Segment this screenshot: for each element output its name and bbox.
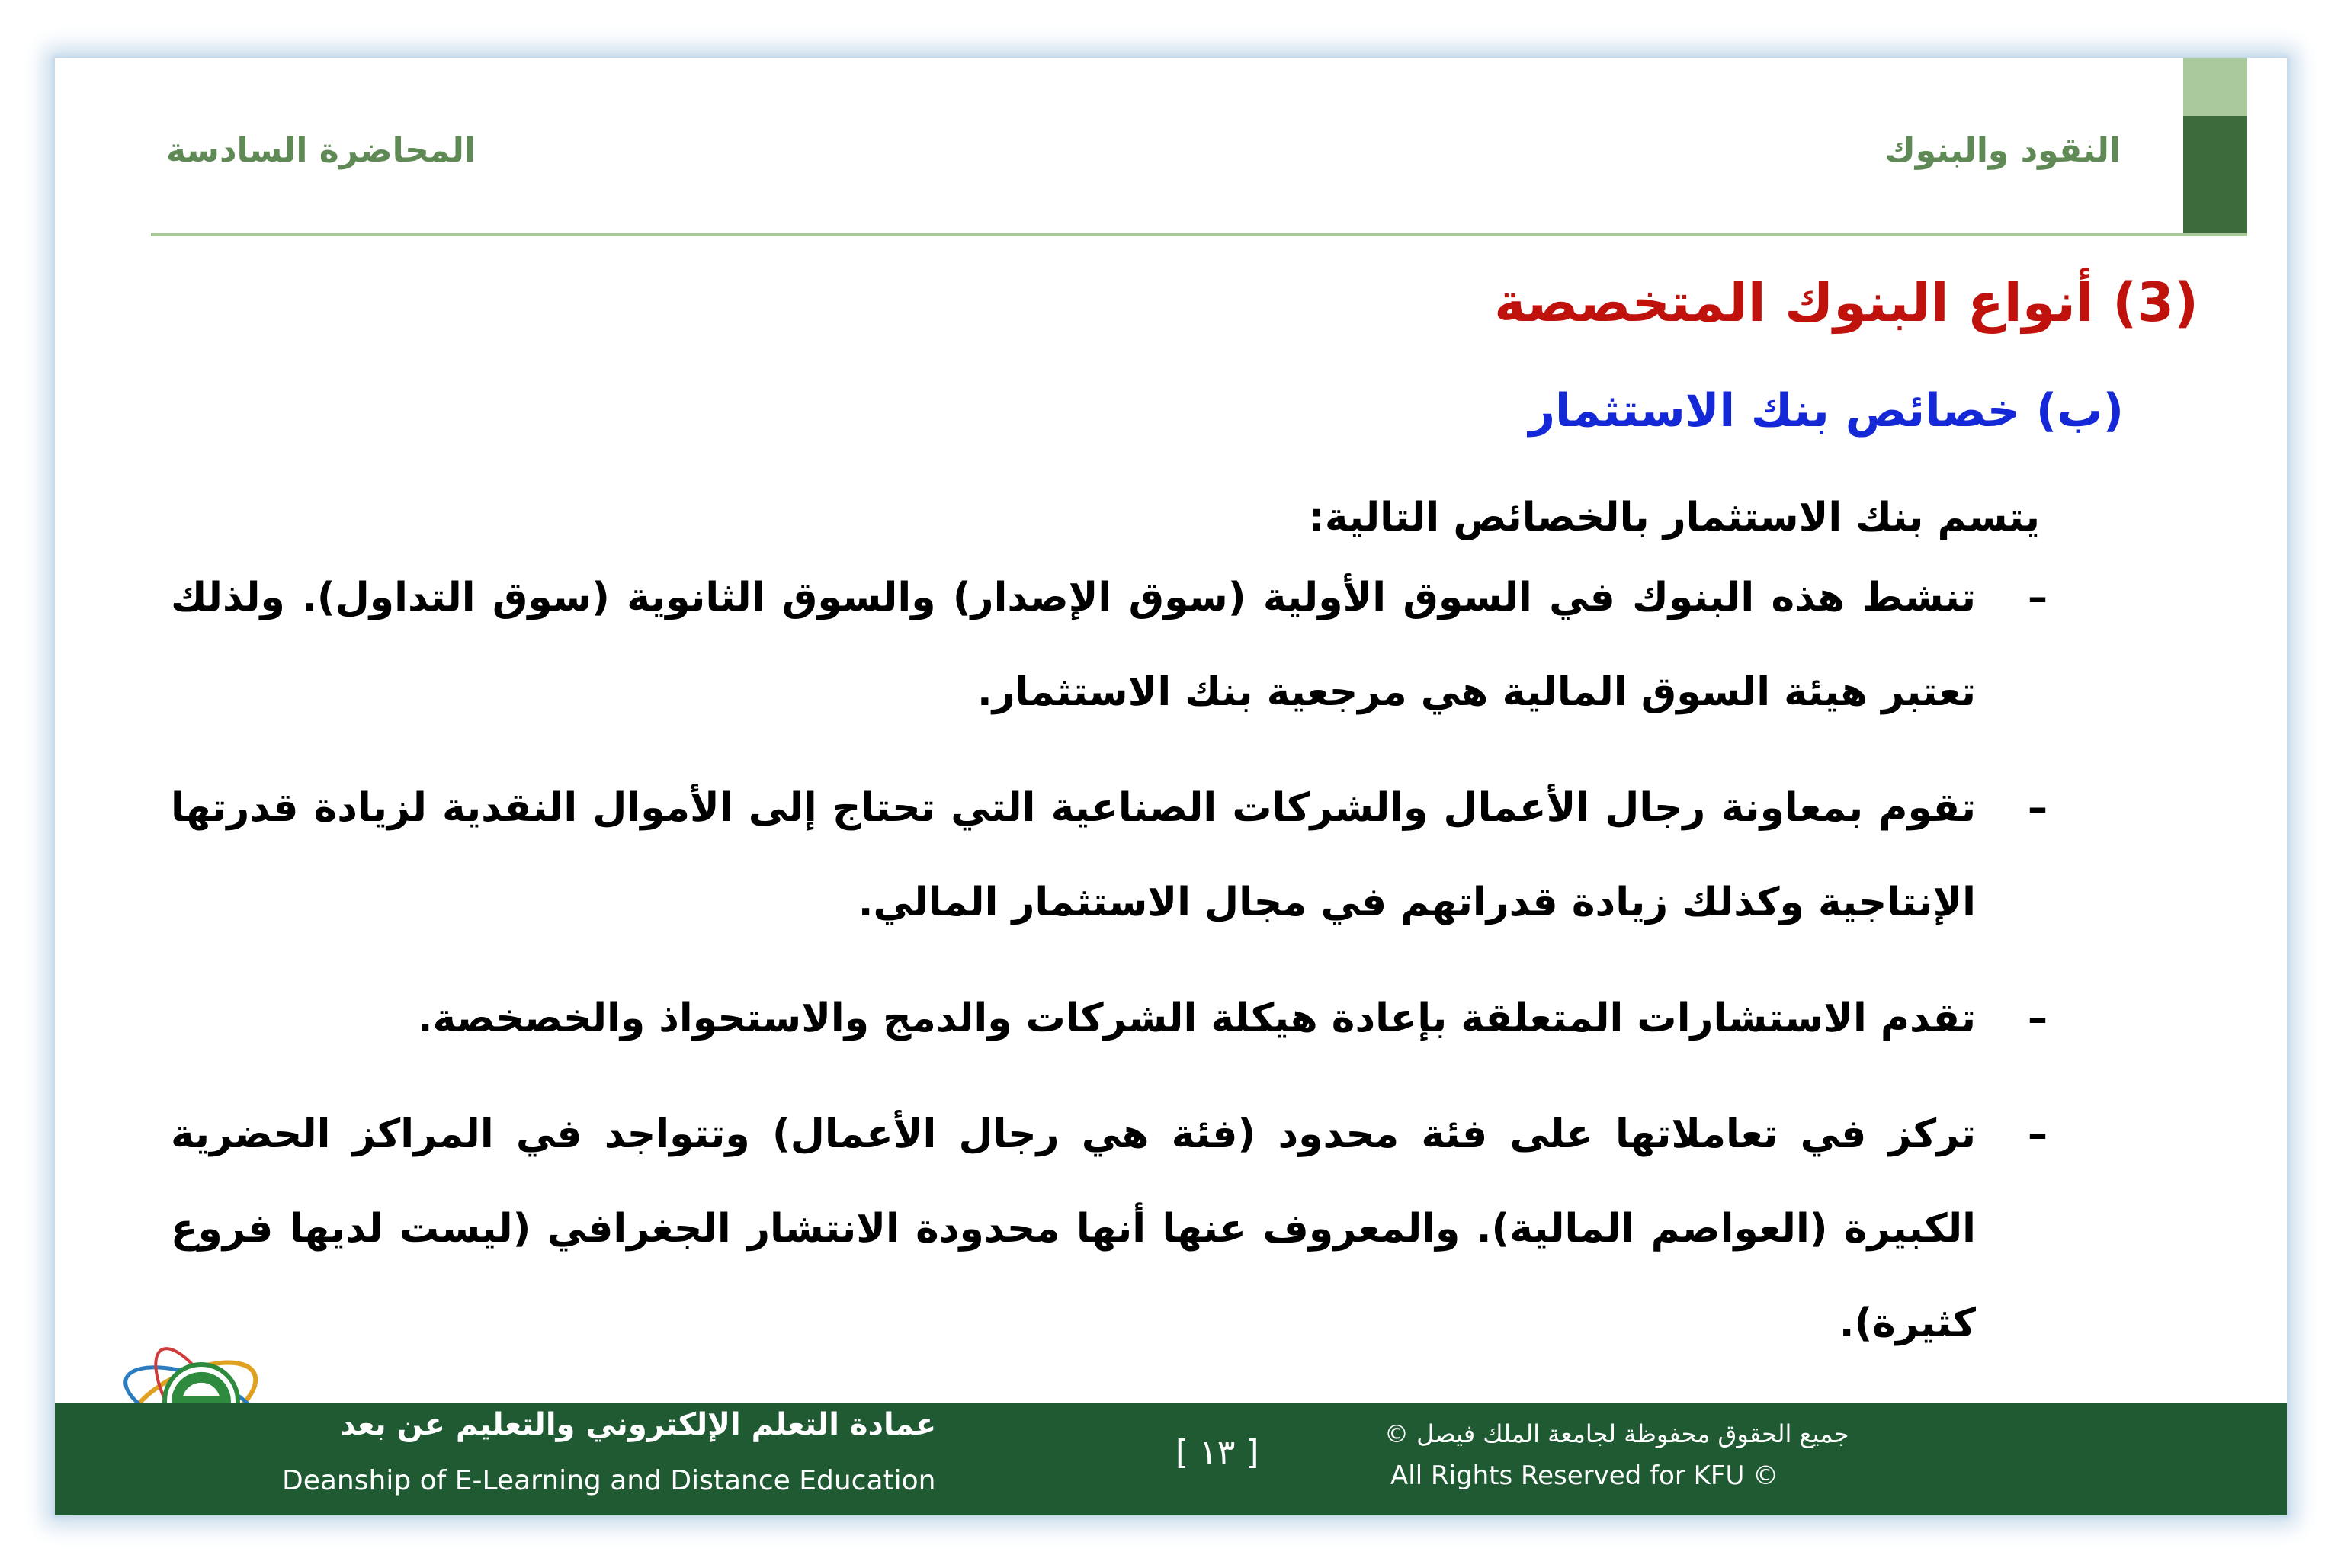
slide-body (171, 485, 2048, 1371)
header-divider (151, 233, 2247, 236)
dash-bullet: – (2028, 1111, 2048, 1157)
bullet-item (171, 1087, 2048, 1371)
deanship-english: Deanship of E-Learning and Distance Education (282, 1465, 936, 1496)
dash-bullet: – (2028, 785, 2048, 831)
bullet-item (171, 761, 2048, 950)
bullet-text: تنشط هذه البنوك في السوق الأولية (سوق الإصدار) والسوق الثانوية (سوق التداول). ولذلك تعتبر هيئة السوق المالية هي مرجعية بنك الاستثمار. (171, 575, 1976, 715)
lecture-title: المحاضرة السادسة (166, 131, 476, 170)
slide-title: (3) أنواع البنوك المتخصصة (1494, 271, 2198, 334)
bullet-text: تقدم الاستشارات المتعلقة بإعادة هيكلة الشركات والدمج والاستحواذ والخصخصة. (417, 996, 1976, 1041)
copyright-english: All Rights Reserved for KFU © (1390, 1461, 1779, 1491)
corner-accent-dark (2183, 116, 2247, 233)
corner-accent-light (2183, 58, 2247, 116)
page-number: [ ١٣ ] (1175, 1433, 1259, 1472)
bullet-text: تركز في تعاملاتها على فئة محدود (فئة هي رجال الأعمال) وتتواجد في المراكز الحضرية الكبيرة (العواصم المالية). والمعروف عنها أنها محدودة الانتشار الجغرافي (ليست لديها فروع كثيرة). (171, 1111, 1976, 1346)
bullet-item (171, 971, 2048, 1066)
deanship-arabic: عمادة التعلم الإلكتروني والتعليم عن بعد (340, 1407, 937, 1442)
slide (55, 58, 2287, 1515)
copyright-arabic: جميع الحقوق محفوظة لجامعة الملك فيصل © (1384, 1419, 1849, 1448)
dash-bullet: – (2028, 996, 2048, 1041)
slide-subtitle: (ب) خصائص بنك الاستثمار (1528, 384, 2124, 438)
course-title: النقود والبنوك (1884, 131, 2121, 170)
bullet-text: تقوم بمعاونة رجال الأعمال والشركات الصناعية التي تحتاج إلى الأموال النقدية لزيادة قدرتها الإنتاجية وكذلك زيادة قدراتهم في مجال الاستثمار المالي. (171, 785, 1976, 925)
intro-text: يتسم بنك الاستثمار بالخصائص التالية: (1309, 495, 2040, 540)
bullet-item (171, 550, 2048, 739)
dash-bullet: – (2028, 575, 2048, 620)
footer-bar (55, 1403, 2287, 1515)
